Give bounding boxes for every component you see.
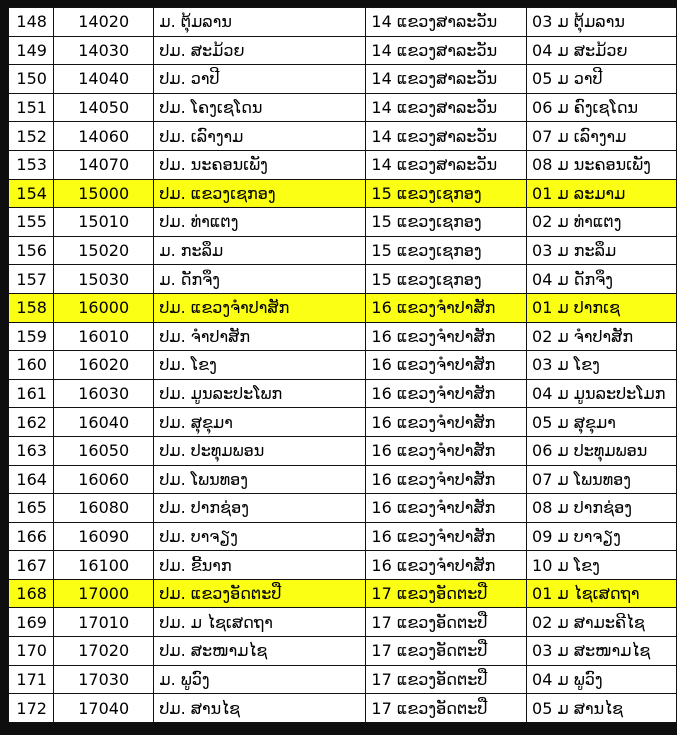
district-cell: 06 ມ ປະທຸມພອນ	[527, 436, 677, 465]
table-body	[9, 8, 677, 723]
row-number-cell: 157	[9, 265, 54, 294]
table-row	[9, 8, 677, 37]
province-cell: 15 ແຂວງເຊກອງ	[366, 179, 527, 208]
province-cell: 15 ແຂວງເຊກອງ	[366, 236, 527, 265]
province-cell: 14 ແຂວງສາລະວັນ	[366, 122, 527, 151]
postal-code-cell: 14040	[53, 65, 153, 94]
office-name-cell: ປມ. ແຂວງອັດຕະປື	[154, 579, 366, 608]
province-cell: 17 ແຂວງອັດຕະປື	[366, 579, 527, 608]
province-cell: 16 ແຂວງຈໍາປາສັກ	[366, 293, 527, 322]
postal-code-cell: 15020	[53, 236, 153, 265]
row-number-cell: 149	[9, 36, 54, 65]
office-name-cell: ປມ. ໂຄງເຊໂດນ	[154, 93, 366, 122]
office-name-cell: ປມ. ແຂວງຈໍາປາສັກ	[154, 293, 366, 322]
postal-code-cell: 16050	[53, 436, 153, 465]
district-cell: 07 ມ ໂພນທອງ	[527, 465, 677, 494]
row-number-cell: 169	[9, 608, 54, 637]
district-cell: 03 ມ ກະລຶມ	[527, 236, 677, 265]
province-cell: 16 ແຂວງຈໍາປາສັກ	[366, 322, 527, 351]
row-number-cell: 167	[9, 551, 54, 580]
province-cell: 15 ແຂວງເຊກອງ	[366, 265, 527, 294]
table-row	[9, 551, 677, 580]
office-name-cell: ມ. ກະລຶມ	[154, 236, 366, 265]
table-row	[9, 465, 677, 494]
postal-code-cell: 16060	[53, 465, 153, 494]
postal-code-cell: 14020	[53, 8, 153, 37]
district-cell: 04 ມ ສະມ້ວຍ	[527, 36, 677, 65]
office-name-cell: ປມ. ແຂວງເຊກອງ	[154, 179, 366, 208]
province-cell: 17 ແຂວງອັດຕະປື	[366, 608, 527, 637]
row-number-cell: 171	[9, 665, 54, 694]
row-number-cell: 162	[9, 408, 54, 437]
postal-code-cell: 16040	[53, 408, 153, 437]
district-cell: 01 ມ ປາກເຊ	[527, 293, 677, 322]
office-name-cell: ປມ. ປະທຸມພອນ	[154, 436, 366, 465]
district-cell: 05 ມ ສຸຂຸມາ	[527, 408, 677, 437]
postal-code-cell: 16000	[53, 293, 153, 322]
table-row	[9, 93, 677, 122]
district-cell: 05 ມ ວາປີ	[527, 65, 677, 94]
table-row	[9, 150, 677, 179]
postal-code-cell: 16010	[53, 322, 153, 351]
postal-code-cell: 14070	[53, 150, 153, 179]
row-number-cell: 154	[9, 179, 54, 208]
table-row	[9, 65, 677, 94]
province-cell: 14 ແຂວງສາລະວັນ	[366, 36, 527, 65]
province-cell: 16 ແຂວງຈໍາປາສັກ	[366, 436, 527, 465]
province-cell: 14 ແຂວງສາລະວັນ	[366, 8, 527, 37]
postal-code-cell: 16030	[53, 379, 153, 408]
office-name-cell: ປມ. ຂີ້ນາກ	[154, 551, 366, 580]
office-name-cell: ປມ. ສານໄຊ	[154, 694, 366, 723]
district-cell: 04 ມ ດັກຈຶງ	[527, 265, 677, 294]
table-row	[9, 379, 677, 408]
row-number-cell: 150	[9, 65, 54, 94]
office-name-cell: ປມ. ມ ໄຊເສດຖາ	[154, 608, 366, 637]
row-number-cell: 161	[9, 379, 54, 408]
table-row	[9, 436, 677, 465]
postal-code-cell: 16020	[53, 351, 153, 380]
district-cell: 02 ມ ທ່າແຕງ	[527, 208, 677, 237]
table-row-highlighted	[9, 579, 677, 608]
row-number-cell: 152	[9, 122, 54, 151]
district-cell: 08 ມ ນະຄອນເພັງ	[527, 150, 677, 179]
province-cell: 14 ແຂວງສາລະວັນ	[366, 150, 527, 179]
row-number-cell: 153	[9, 150, 54, 179]
row-number-cell: 170	[9, 637, 54, 666]
office-name-cell: ມ. ພູວົງ	[154, 665, 366, 694]
office-name-cell: ມ. ຕຸ້ມລານ	[154, 8, 366, 37]
table-row	[9, 665, 677, 694]
table-row	[9, 522, 677, 551]
office-name-cell: ປມ. ບາຈຽງ	[154, 522, 366, 551]
row-number-cell: 168	[9, 579, 54, 608]
postal-code-cell: 16100	[53, 551, 153, 580]
table-row	[9, 494, 677, 523]
row-number-cell: 166	[9, 522, 54, 551]
postal-code-cell: 14060	[53, 122, 153, 151]
postal-code-table	[8, 7, 677, 723]
office-name-cell: ປມ. ຈໍາປາສັກ	[154, 322, 366, 351]
province-cell: 16 ແຂວງຈໍາປາສັກ	[366, 522, 527, 551]
province-cell: 17 ແຂວງອັດຕະປື	[366, 694, 527, 723]
district-cell: 04 ມ ພູວົງ	[527, 665, 677, 694]
district-cell: 01 ມ ລະມາມ	[527, 179, 677, 208]
postal-code-cell: 17010	[53, 608, 153, 637]
province-cell: 16 ແຂວງຈໍາປາສັກ	[366, 465, 527, 494]
postal-code-cell: 14050	[53, 93, 153, 122]
table-row-highlighted	[9, 293, 677, 322]
row-number-cell: 172	[9, 694, 54, 723]
table-row-highlighted	[9, 179, 677, 208]
province-cell: 16 ແຂວງຈໍາປາສັກ	[366, 408, 527, 437]
district-cell: 01 ມ ໄຊເສດຖາ	[527, 579, 677, 608]
district-cell: 03 ມ ໂຂງ	[527, 351, 677, 380]
district-cell: 02 ມ ຈໍາປາສັກ	[527, 322, 677, 351]
office-name-cell: ປມ. ສະມ້ວຍ	[154, 36, 366, 65]
table-row	[9, 36, 677, 65]
postal-code-cell: 14030	[53, 36, 153, 65]
office-name-cell: ປມ. ມູນລະປະໂພກ	[154, 379, 366, 408]
table-row	[9, 351, 677, 380]
office-name-cell: ປມ. ປາກຊ່ອງ	[154, 494, 366, 523]
district-cell: 05 ມ ສານໄຊ	[527, 694, 677, 723]
postal-code-cell: 15000	[53, 179, 153, 208]
postal-code-cell: 17000	[53, 579, 153, 608]
table-row	[9, 265, 677, 294]
table-row	[9, 608, 677, 637]
row-number-cell: 151	[9, 93, 54, 122]
district-cell: 09 ມ ບາຈຽງ	[527, 522, 677, 551]
office-name-cell: ປມ. ເລົາງາມ	[154, 122, 366, 151]
row-number-cell: 163	[9, 436, 54, 465]
office-name-cell: ປມ. ສະໜາມໄຊ	[154, 637, 366, 666]
row-number-cell: 148	[9, 8, 54, 37]
office-name-cell: ປມ. ວາປີ	[154, 65, 366, 94]
table-row	[9, 637, 677, 666]
province-cell: 16 ແຂວງຈໍາປາສັກ	[366, 551, 527, 580]
row-number-cell: 165	[9, 494, 54, 523]
district-cell: 02 ມ ສາມະຄີໄຊ	[527, 608, 677, 637]
office-name-cell: ມ. ດັກຈຶງ	[154, 265, 366, 294]
district-cell: 04 ມ ມູນລະປະໂມກ	[527, 379, 677, 408]
row-number-cell: 164	[9, 465, 54, 494]
row-number-cell: 159	[9, 322, 54, 351]
table-row	[9, 694, 677, 723]
postal-code-cell: 15010	[53, 208, 153, 237]
table-row	[9, 208, 677, 237]
district-cell: 10 ມ ໂຂງ	[527, 551, 677, 580]
province-cell: 16 ແຂວງຈໍາປາສັກ	[366, 494, 527, 523]
district-cell: 06 ມ ຄົງເຊໂດນ	[527, 93, 677, 122]
table-row	[9, 322, 677, 351]
postal-code-cell: 17030	[53, 665, 153, 694]
office-name-cell: ປມ. ໂພນທອງ	[154, 465, 366, 494]
postal-code-cell: 16080	[53, 494, 153, 523]
row-number-cell: 158	[9, 293, 54, 322]
row-number-cell: 160	[9, 351, 54, 380]
row-number-cell: 155	[9, 208, 54, 237]
province-cell: 15 ແຂວງເຊກອງ	[366, 208, 527, 237]
table-row	[9, 408, 677, 437]
postal-code-cell: 17040	[53, 694, 153, 723]
district-cell: 08 ມ ປາກຊ່ອງ	[527, 494, 677, 523]
postal-code-cell: 16090	[53, 522, 153, 551]
office-name-cell: ປມ. ໂຂງ	[154, 351, 366, 380]
province-cell: 17 ແຂວງອັດຕະປື	[366, 637, 527, 666]
row-number-cell: 156	[9, 236, 54, 265]
province-cell: 16 ແຂວງຈໍາປາສັກ	[366, 379, 527, 408]
table-row	[9, 236, 677, 265]
province-cell: 16 ແຂວງຈໍາປາສັກ	[366, 351, 527, 380]
office-name-cell: ປມ. ນະຄອນເພັງ	[154, 150, 366, 179]
office-name-cell: ປມ. ສຸຂຸມາ	[154, 408, 366, 437]
table-row	[9, 122, 677, 151]
province-cell: 14 ແຂວງສາລະວັນ	[366, 93, 527, 122]
district-cell: 07 ມ ເລົາງາມ	[527, 122, 677, 151]
postal-code-cell: 17020	[53, 637, 153, 666]
office-name-cell: ປມ. ທ່າແຕງ	[154, 208, 366, 237]
province-cell: 14 ແຂວງສາລະວັນ	[366, 65, 527, 94]
province-cell: 17 ແຂວງອັດຕະປື	[366, 665, 527, 694]
district-cell: 03 ມ ສະໜາມໄຊ	[527, 637, 677, 666]
district-cell: 03 ມ ຕຸ້ມລານ	[527, 8, 677, 37]
postal-code-cell: 15030	[53, 265, 153, 294]
